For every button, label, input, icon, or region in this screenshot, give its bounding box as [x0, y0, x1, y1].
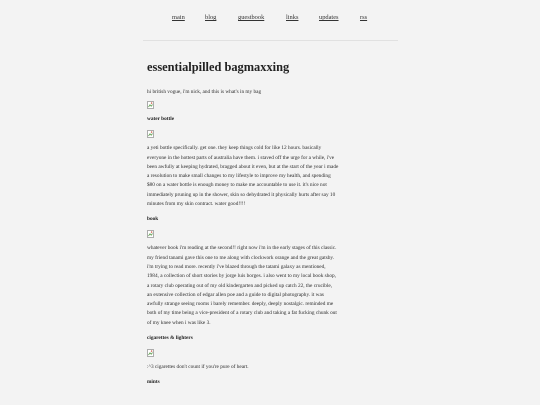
- body-line: a yeti bottle specifically. get one. they keep things cold for like 12 hours. basically: [147, 145, 322, 152]
- body-line: whatever book i'm reading at the second!! right now i'm in the early stages of this classic.: [147, 245, 337, 252]
- broken-image-icon: [147, 349, 154, 357]
- body-line: of my knee when i was like 3.: [147, 319, 211, 326]
- body-line: a rotary club operating out of my old kindergarten and picked up catch 22, the crucible,: [147, 282, 333, 289]
- body-line: a resolution to make small changes to my lifestyle to improve my health, and spending: [147, 173, 331, 180]
- nav-link-blog[interactable]: blog: [205, 14, 217, 21]
- body-line: an extensive collection of edgar allen poe and a guide to digital photography. it was: [147, 291, 324, 298]
- section-heading-mints: mints: [147, 379, 160, 386]
- broken-image-icon: [147, 101, 154, 109]
- body-line: i'm trying to read more. recently i've blazed through the tatami galaxy as mentioned,: [147, 263, 326, 270]
- post-intro: hi british vogue, i'm nick, and this is what's in my bag: [147, 89, 262, 95]
- nav-link-links[interactable]: links: [286, 14, 299, 21]
- post-content: [147, 60, 397, 393]
- section-heading-book: book: [147, 216, 159, 223]
- top-nav: [0, 14, 540, 28]
- body-line: immediately pruning up in the shower, skin so dehydrated it physically hurts after say 10: [147, 191, 336, 198]
- nav-link-updates[interactable]: updates: [319, 14, 339, 21]
- section-heading-cigarettes-lighters: cigarettes & lighters: [147, 335, 193, 342]
- section-body-book: [147, 244, 397, 328]
- nav-link-rss[interactable]: rss: [360, 14, 368, 21]
- body-line: everyone in the hottest parts of australia have them. i staved off the urge for a while, i've: [147, 154, 335, 161]
- body-line: 1984, a collection of short stories by jorge luis borges. i also went to my local book shop,: [147, 273, 336, 280]
- body-line: awfully strange seeing rooms i barely remember. deeply, deeply nostalgic. reminded me: [147, 301, 334, 308]
- post-title: essentialpilled bagmaxxing: [147, 60, 290, 74]
- body-line: $80 on a water bottle is enough money to make me accountable to use it. it's nice not: [147, 182, 327, 189]
- body-line: :^3 cigarettes don't count if you're pure of heart.: [147, 364, 249, 371]
- header-divider: [143, 40, 398, 41]
- section-heading-water-bottle: water bottle: [147, 116, 175, 123]
- section-body-cigarettes-lighters: [147, 363, 397, 372]
- body-line: both of my time being a vice-president of a rotary club and taking a fat fucking chunk out: [147, 310, 337, 317]
- body-line: minutes from my skin contract. water good!!!!: [147, 201, 246, 208]
- broken-image-icon: [147, 130, 154, 138]
- broken-image-icon: [147, 230, 154, 238]
- nav-link-guestbook[interactable]: guestbook: [238, 14, 265, 21]
- section-body-water-bottle: [147, 144, 397, 209]
- nav-link-main[interactable]: main: [172, 14, 185, 21]
- body-line: my friend tanami gave this one to me along with clockwork orange and the great gatsby.: [147, 254, 335, 261]
- body-line: been awfully at keeping hydrated, bragged about it even, but at the start of the year i made: [147, 163, 339, 170]
